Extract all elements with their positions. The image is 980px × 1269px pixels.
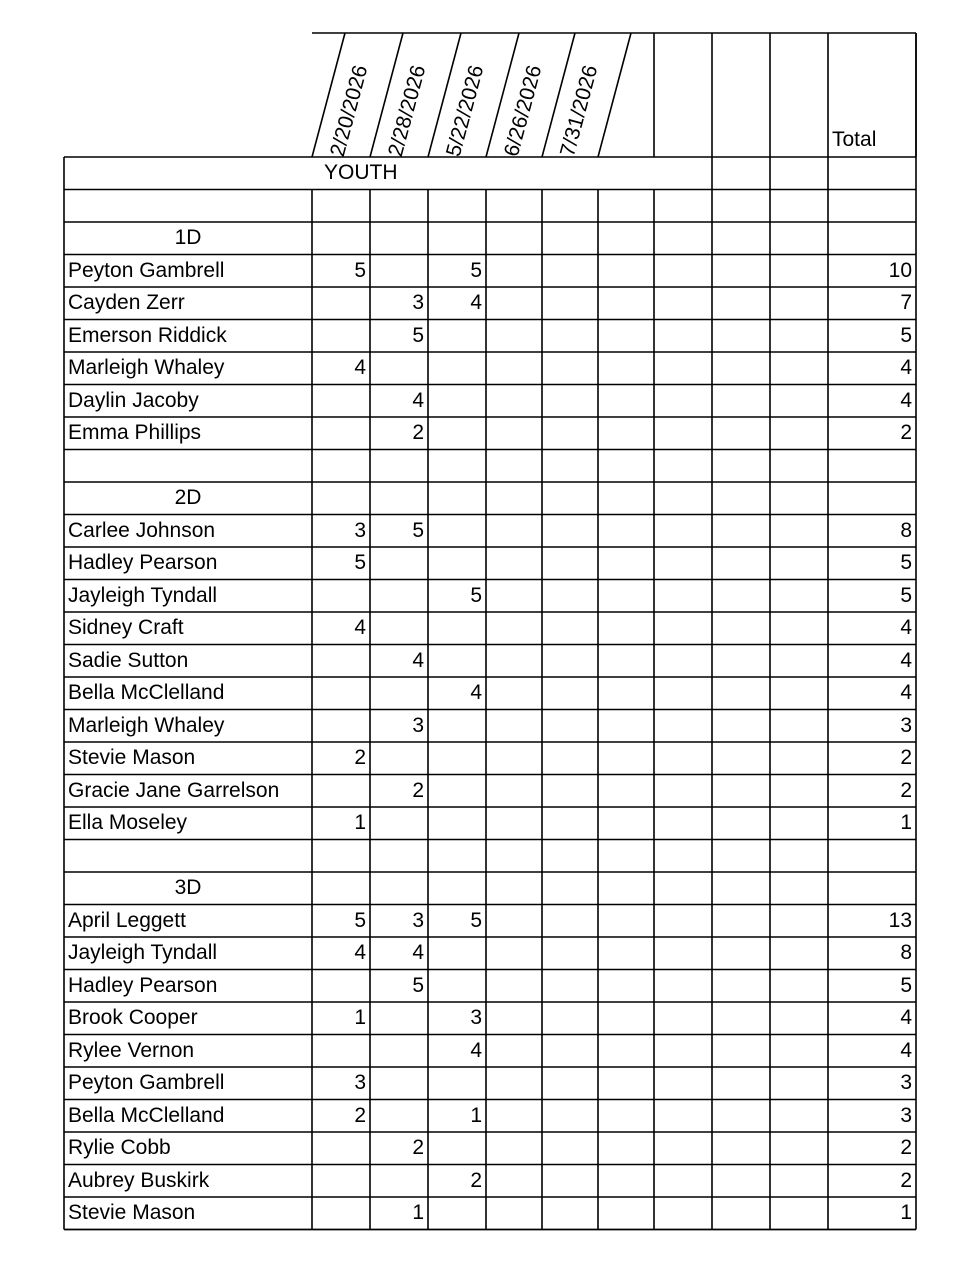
total-cell: 3 — [900, 713, 912, 737]
athlete-name: Carlee Johnson — [68, 518, 216, 542]
score-cell: 4 — [470, 291, 482, 314]
score-cell: 3 — [412, 291, 424, 314]
athlete-name: Bella McClelland — [68, 1103, 225, 1127]
athlete-name: Stevie Mason — [68, 1201, 196, 1224]
date-column-header: 2/20/2026 — [326, 62, 373, 159]
total-cell: 2 — [900, 1168, 912, 1192]
athlete-name: Cayden Zerr — [68, 291, 185, 314]
section-title: YOUTH — [324, 161, 398, 184]
total-cell: 3 — [900, 1071, 912, 1094]
athlete-name: Bella McClelland — [68, 681, 225, 704]
athlete-name: Sidney Craft — [68, 616, 184, 639]
total-cell: 5 — [900, 551, 912, 574]
athlete-name: Brook Cooper — [68, 1006, 198, 1029]
score-cell: 3 — [412, 713, 424, 737]
date-column-header: 6/26/2026 — [500, 62, 547, 159]
score-cell: 5 — [354, 551, 366, 574]
total-cell: 5 — [900, 583, 912, 607]
date-header-divider — [598, 33, 631, 157]
total-cell: 4 — [900, 681, 912, 704]
athlete-name: Ella Moseley — [68, 811, 188, 834]
total-cell: 4 — [900, 356, 912, 379]
total-cell: 4 — [900, 648, 912, 672]
date-column-header: 5/22/2026 — [442, 62, 489, 159]
score-cell: 3 — [470, 1006, 482, 1029]
score-cell: 4 — [354, 356, 366, 379]
total-cell: 5 — [900, 973, 912, 997]
score-cell: 1 — [412, 1201, 424, 1224]
athlete-name: Emerson Riddick — [68, 323, 227, 347]
athlete-name: Marleigh Whaley — [68, 713, 225, 737]
total-cell: 8 — [900, 941, 912, 964]
total-cell: 1 — [900, 1201, 912, 1224]
score-cell: 4 — [470, 681, 482, 704]
total-cell: 4 — [900, 1006, 912, 1029]
score-cell: 2 — [470, 1168, 482, 1192]
athlete-name: Sadie Sutton — [68, 648, 189, 672]
score-cell: 4 — [412, 388, 424, 412]
score-cell: 4 — [412, 941, 424, 964]
score-cell: 2 — [354, 1103, 366, 1127]
division-label: 1D — [174, 226, 202, 249]
athlete-name: Hadley Pearson — [68, 551, 218, 574]
date-column-header: 7/31/2026 — [556, 62, 603, 159]
score-cell: 3 — [354, 518, 366, 542]
athlete-name: Hadley Pearson — [68, 973, 218, 997]
total-cell: 10 — [888, 258, 912, 282]
score-cell: 4 — [354, 941, 366, 964]
total-cell: 5 — [900, 323, 912, 347]
score-cell: 5 — [354, 908, 366, 932]
athlete-name: Jayleigh Tyndall — [68, 941, 218, 964]
score-cell: 1 — [470, 1103, 482, 1127]
score-cell: 2 — [354, 746, 366, 769]
athlete-name: Gracie Jane Garrelson — [68, 778, 280, 802]
score-cell: 5 — [354, 258, 366, 282]
score-cell: 4 — [470, 1038, 482, 1062]
total-cell: 3 — [900, 1103, 912, 1127]
athlete-name: Peyton Gambrell — [68, 258, 225, 282]
total-cell: 13 — [888, 908, 912, 932]
athlete-name: Emma Phillips — [68, 421, 202, 444]
score-cell: 4 — [412, 648, 424, 672]
total-cell: 7 — [900, 291, 912, 314]
score-cell: 5 — [470, 258, 482, 282]
score-cell: 4 — [354, 616, 366, 639]
score-cell: 3 — [354, 1071, 366, 1094]
total-cell: 2 — [900, 778, 912, 802]
athlete-name: Daylin Jacoby — [68, 388, 199, 412]
score-cell: 5 — [470, 908, 482, 932]
total-cell: 8 — [900, 518, 912, 542]
total-cell: 4 — [900, 616, 912, 639]
score-cell: 1 — [354, 1006, 366, 1029]
athlete-name: April Leggett — [68, 908, 186, 932]
division-label: 3D — [174, 876, 202, 899]
athlete-name: Stevie Mason — [68, 746, 196, 769]
score-cell: 3 — [412, 908, 424, 932]
athlete-name: Marleigh Whaley — [68, 356, 225, 379]
total-column-header: Total — [832, 128, 877, 151]
total-cell: 4 — [900, 1038, 912, 1062]
date-column-header: 2/28/2026 — [384, 62, 431, 159]
athlete-name: Rylee Vernon — [68, 1038, 195, 1062]
score-cell: 5 — [412, 973, 424, 997]
athlete-name: Peyton Gambrell — [68, 1071, 225, 1094]
division-label: 2D — [174, 486, 202, 509]
athlete-name: Jayleigh Tyndall — [68, 583, 218, 607]
score-cell: 5 — [412, 518, 424, 542]
score-cell: 2 — [412, 421, 424, 444]
score-cell: 2 — [412, 778, 424, 802]
score-cell: 2 — [412, 1136, 424, 1159]
score-cell: 5 — [412, 323, 424, 347]
total-cell: 2 — [900, 746, 912, 769]
athlete-name: Aubrey Buskirk — [68, 1168, 210, 1192]
score-cell: 5 — [470, 583, 482, 607]
score-cell: 1 — [354, 811, 366, 834]
total-cell: 1 — [900, 811, 912, 834]
total-cell: 4 — [900, 388, 912, 412]
total-cell: 2 — [900, 1136, 912, 1159]
total-cell: 2 — [900, 421, 912, 444]
athlete-name: Rylie Cobb — [68, 1136, 171, 1159]
